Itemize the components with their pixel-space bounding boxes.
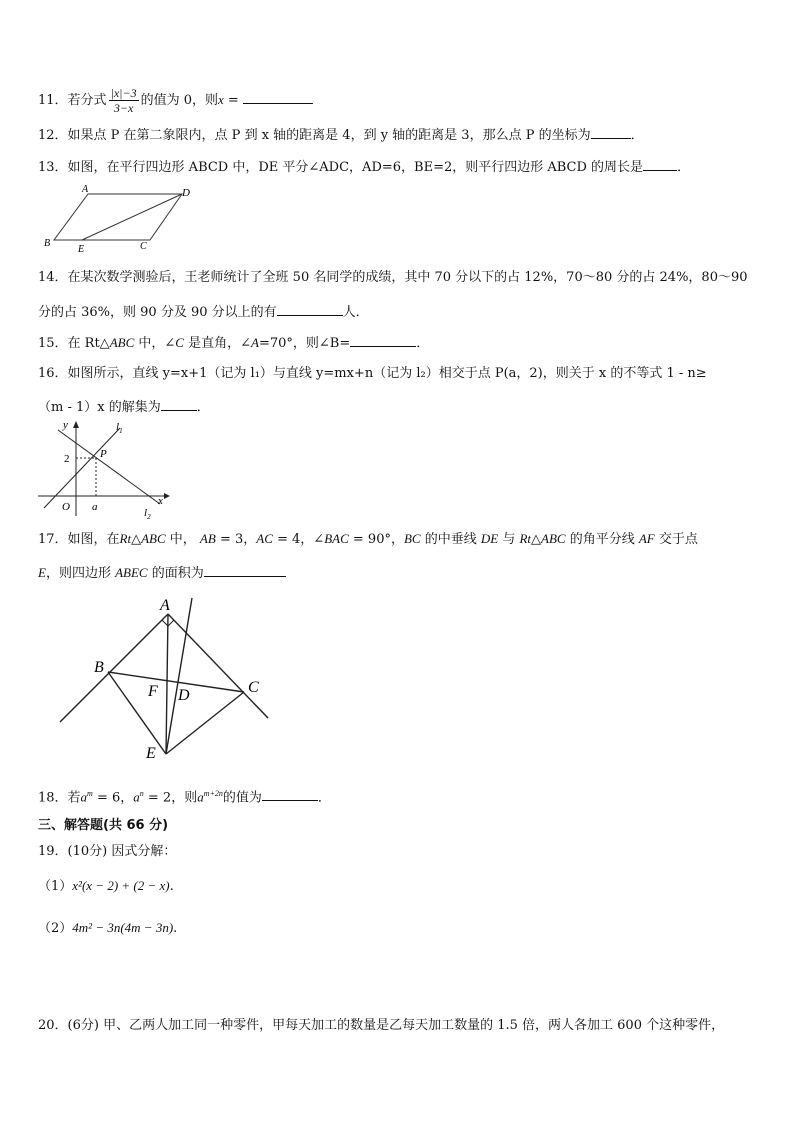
question-17-line-1 <box>38 531 698 548</box>
question-20 <box>38 1018 724 1034</box>
q13-parallelogram-figure <box>40 182 200 252</box>
q17-rt: Rt△ABC <box>119 531 166 546</box>
q17-bc: BC <box>403 531 421 546</box>
q17-mid4: 的角平分线 <box>565 532 639 547</box>
q13-label-e: E <box>78 244 85 252</box>
q17-mid3: 与 <box>498 532 520 547</box>
q16-l1-sub: 1 <box>119 427 123 435</box>
q16-l2-sub: 2 <box>147 513 151 520</box>
q16-label-2: 2 <box>64 453 70 465</box>
q17-de: DE <box>480 531 499 546</box>
q18-exp-m2n: m+2n <box>203 789 223 798</box>
q13-text: 13．如图，在平行四边形 ABCD 中，DE 平分∠ADC，AD=6，BE=2，则平行四边形 ABCD 的周长是 <box>38 160 644 175</box>
q16-label-p: P <box>100 448 107 460</box>
question-13 <box>38 158 690 176</box>
q19-p1-expression: x²(x − 2) + (2 − x) <box>72 878 170 893</box>
q13-label-c: C <box>140 241 147 252</box>
q11-var: x <box>217 92 224 107</box>
q15-c: C <box>175 335 184 350</box>
q15-mid3: =70°，则∠B= <box>258 336 351 351</box>
q11-denominator: 3−x <box>113 101 134 115</box>
q13-answer-blank[interactable] <box>643 158 677 171</box>
q13-label-a: A <box>82 184 89 195</box>
q11-answer-blank[interactable] <box>243 91 313 104</box>
q17-label-a: A <box>160 597 170 614</box>
q18-eq2: = 2，则 <box>143 790 198 806</box>
q16-label-o: O <box>62 501 70 513</box>
q18-a1: a <box>80 789 88 805</box>
question-16-line-1 <box>38 366 707 382</box>
q17-eq2: = 4，∠ <box>272 532 325 547</box>
q15-mid: 中，∠ <box>134 336 176 351</box>
q17-line2c: 的面积为 <box>147 566 204 581</box>
q17-eq1: = 3， <box>215 532 257 547</box>
q13-label-b: B <box>44 238 51 249</box>
q16-label-y: y <box>63 419 68 431</box>
q16-l1-letter: l <box>116 421 120 433</box>
q15-abc: ABC <box>109 335 135 350</box>
q18-post: 的值为 <box>222 790 262 806</box>
q16-graph-figure <box>36 416 176 520</box>
q16-end: ． <box>196 400 210 415</box>
q17-mid: 中， <box>165 532 200 547</box>
q14-end: 人． <box>342 305 369 320</box>
q18-pre: 18．若 <box>38 790 81 806</box>
q17-geometry-figure <box>56 592 276 764</box>
q17-label-b: B <box>94 659 104 676</box>
question-18 <box>38 786 331 806</box>
q17-pre: 17．如图，在 <box>38 532 120 547</box>
q17-bac: BAC <box>324 531 349 546</box>
q19-p2-label: （2） <box>38 921 73 936</box>
q16-label-l1 <box>116 421 123 435</box>
q12-text: 12．如果点 P 在第二象限内，点 P 到 x 轴的距离是 4，到 y 轴的距离是 3，那么点 P 的坐标为 <box>38 128 591 143</box>
q17-mid5: 交于点 <box>654 532 698 547</box>
q14-text-1: 14．在某次数学测验后，王老师统计了全班 50 名同学的成绩，其中 70 分以下的占 12%，70～80 分的占 24%，80～90 <box>38 270 748 285</box>
q17-e: E <box>38 565 46 580</box>
q15-a: A <box>250 335 259 350</box>
q17-ac: AC <box>256 531 273 546</box>
question-12 <box>38 126 644 144</box>
q16-label-a: a <box>92 501 98 513</box>
q12-end: ． <box>630 128 644 143</box>
q18-answer-blank[interactable] <box>262 788 318 801</box>
section-3-heading <box>38 818 168 834</box>
q16-l2-letter: l <box>144 507 148 519</box>
q16-text-1: 16．如图所示，直线 y=x+1（记为 l₁）与直线 y=mx+n（记为 l₂）相交于点 P(a，2)，则关于 x 的不等式 1 - n≥ <box>38 366 707 381</box>
q16-text-2: （m - 1）x 的解集为 <box>38 400 161 415</box>
q17-af: AF <box>638 531 655 546</box>
q17-line2b: ，则四边形 <box>45 566 116 581</box>
q17-label-c: C <box>248 679 259 696</box>
section-3-title: 三、解答题(共 66 分) <box>38 818 169 833</box>
q18-a3: a <box>197 789 204 805</box>
question-19-part-2 <box>38 920 177 937</box>
q19-text: 19．(10分) 因式分解： <box>38 844 177 859</box>
q13-label-d: D <box>182 187 190 199</box>
q19-p1-end: . <box>169 879 174 894</box>
question-17-line-2 <box>38 564 286 582</box>
question-15 <box>38 334 429 352</box>
question-14-line-1 <box>38 270 748 286</box>
question-16-line-2 <box>38 398 210 416</box>
q17-eq3: = 90°， <box>348 532 404 547</box>
q18-exp-n: n <box>139 789 144 798</box>
q17-answer-blank[interactable] <box>204 564 286 577</box>
q17-ab: AB <box>199 531 216 546</box>
q17-label-f: F <box>148 683 158 700</box>
q20-text: 20．(6分) 甲、乙两人加工同一种零件，甲每天加工的数量是乙每天加工数量的 1.5 倍，两人各加工 600 个这种零件， <box>38 1018 725 1033</box>
q11-fraction <box>109 86 139 115</box>
q15-mid2: 是直角，∠ <box>183 336 251 351</box>
q14-text-2: 分的占 36%，则 90 分及 90 分以上的有 <box>38 305 277 320</box>
q14-answer-blank[interactable] <box>277 303 343 316</box>
q18-end: ． <box>317 790 331 806</box>
q19-p1-label: （1） <box>38 879 73 894</box>
q12-answer-blank[interactable] <box>591 126 631 139</box>
q16-label-x: x <box>158 495 163 507</box>
question-11 <box>38 86 313 115</box>
q15-end: ． <box>416 336 430 351</box>
question-19 <box>38 844 176 860</box>
q19-p2-end: . <box>173 921 178 936</box>
q11-text: 的值为 0，则 <box>140 93 218 108</box>
q18-eq1: = 6， <box>92 790 134 806</box>
q16-answer-blank[interactable] <box>161 398 197 411</box>
q15-answer-blank[interactable] <box>350 334 416 347</box>
q11-numerator: |x|−3 <box>110 86 137 100</box>
q18-a2: a <box>133 789 140 805</box>
q17-mid2: 的中垂线 <box>420 532 481 547</box>
q11-equals: = <box>223 93 243 108</box>
q17-label-e: E <box>146 745 156 762</box>
q19-p2-expression: 4m² − 3n(4m − 3n) <box>72 920 174 935</box>
q17-rt2: Rt△ABC <box>519 531 566 546</box>
q18-exp-m: m <box>87 789 93 798</box>
question-14-line-2 <box>38 303 369 321</box>
q16-label-l2 <box>144 507 151 520</box>
question-19-part-1 <box>38 878 174 895</box>
q17-label-d: D <box>178 687 190 704</box>
q11-prefix: 11．若分式 <box>38 93 107 108</box>
q15-pre: 15．在 Rt△ <box>38 336 110 351</box>
q17-abec: ABEC <box>115 565 148 580</box>
q13-end: ． <box>677 160 691 175</box>
